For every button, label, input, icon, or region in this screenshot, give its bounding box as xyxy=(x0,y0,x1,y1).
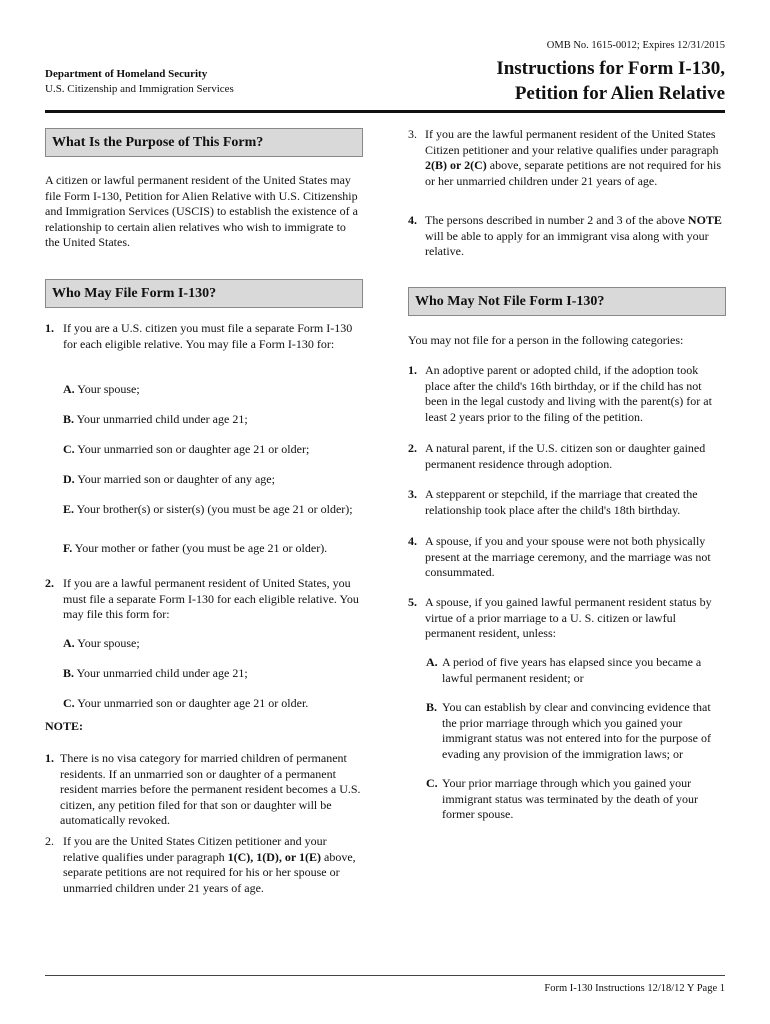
item-number: 2. xyxy=(45,576,54,590)
sub-text: Your unmarried son or daughter age 21 or older. xyxy=(77,696,309,710)
title-line-1: Instructions for Form I-130, xyxy=(496,58,725,79)
sub-letter: A. xyxy=(63,382,75,396)
note-item-2 xyxy=(45,834,363,896)
may-file-heading: Who May File Form I-130? xyxy=(45,279,363,308)
text-part: The persons described in number 2 and 3 of the above xyxy=(425,213,688,227)
item-text: There is no visa category for married children of permanent residents. If an unmarried son or daughter of a permanent resident marries before the permanent resident becomes a U.S. citizen, any petition filed for that son or daughter will be automatically revoked. xyxy=(60,751,361,827)
sub-letter: F. xyxy=(63,541,73,555)
item-text: A spouse, if you and your spouse were not both physically present at the marriage ceremony, and the marriage was not consummated. xyxy=(425,534,711,579)
item-number: 1. xyxy=(45,321,54,335)
note-label: NOTE: xyxy=(45,719,84,733)
exception-b xyxy=(426,700,726,762)
may-file-item-1 xyxy=(45,321,363,352)
item-number: 1. xyxy=(45,751,54,765)
page-footer: Form I-130 Instructions 12/18/12 Y Page 1 xyxy=(544,983,725,994)
sub-letter: D. xyxy=(63,472,75,486)
item-number: 3. xyxy=(408,487,417,501)
text-bold: 2(B) or 2(C) xyxy=(425,158,487,172)
sub-text: Your brother(s) or sister(s) (you must be age 21 or older); xyxy=(76,502,353,516)
excluded-item-5 xyxy=(408,595,726,642)
purpose-heading: What Is the Purpose of This Form? xyxy=(45,128,363,157)
sub-item-c xyxy=(63,442,363,458)
sub-text: Your unmarried son or daughter age 21 or older; xyxy=(77,442,310,456)
item-text xyxy=(408,127,726,189)
agency-block xyxy=(45,67,234,97)
sub-item-f xyxy=(63,541,363,557)
text-bold: NOTE xyxy=(687,213,722,227)
page-title xyxy=(496,56,725,106)
note-item-4 xyxy=(408,213,726,260)
item-number: 5. xyxy=(408,595,417,609)
sub-text: Your spouse; xyxy=(77,382,140,396)
sub-letter: B. xyxy=(426,700,438,714)
purpose-text: A citizen or lawful permanent resident of the United States may file Form I-130, Petition for Alien Relative with U.S. Citizenship and Immigration Services (USCIS) to establish the existence of a relationship to certain alien relatives who wish to immigrate to the United States. xyxy=(45,173,358,249)
sub-item-e xyxy=(63,502,360,518)
agency-name: U.S. Citizenship and Immigration Services xyxy=(45,83,234,95)
sub-letter: A. xyxy=(426,655,438,669)
item-text xyxy=(408,213,726,260)
department-name: Department of Homeland Security xyxy=(45,68,208,80)
omb-number: OMB No. 1615-0012; Expires 12/31/2015 xyxy=(546,40,725,51)
sub-letter: C. xyxy=(63,696,75,710)
header-rule xyxy=(45,110,725,113)
lpr-sub-item-b xyxy=(63,666,363,682)
may-not-file-heading: Who May Not File Form I-130? xyxy=(408,287,726,316)
may-not-file-intro: You may not file for a person in the following categories: xyxy=(408,333,684,347)
sub-letter: B. xyxy=(63,412,75,426)
exception-c xyxy=(426,776,726,823)
item-text: If you are a lawful permanent resident of United States, you must file a separate Form I-130 for each eligible relative. You may file this form for: xyxy=(63,576,359,621)
excluded-item-4 xyxy=(408,534,726,581)
item-text: A spouse, if you gained lawful permanent resident status by virtue of a prior marriage to a U. S. citizen or lawful permanent resident, unless: xyxy=(425,595,712,640)
exception-a xyxy=(426,655,726,686)
sub-letter: B. xyxy=(63,666,75,680)
excluded-item-3 xyxy=(408,487,726,518)
title-line-2: Petition for Alien Relative xyxy=(514,83,725,104)
item-number: 4. xyxy=(408,213,417,227)
item-number: 4. xyxy=(408,534,417,548)
excluded-item-2 xyxy=(408,441,726,472)
text-part: If you are the lawful permanent resident of the United States Citizen petitioner and your relative qualifies under paragraph xyxy=(425,127,719,157)
item-text: If you are a U.S. citizen you must file a separate Form I-130 for each eligible relative. You may file a Form I-130 for: xyxy=(63,321,353,351)
excluded-item-1 xyxy=(408,363,726,425)
sub-letter: C. xyxy=(63,442,75,456)
text-part: If you are the United States Citizen petitioner and your relative qualifies under paragraph xyxy=(63,834,327,864)
footer-rule xyxy=(45,975,725,976)
lpr-sub-item-c xyxy=(63,696,363,712)
sub-item-a xyxy=(63,382,363,398)
sub-text: You can establish by clear and convincing evidence that the prior marriage through which you gained your immigrant status was not entered into for the purpose of evading any provision of the immigration laws; or xyxy=(442,700,711,761)
text-part: above, separate petitions are not required for his or her spouse or unmarried children under 21 years of age. xyxy=(63,849,356,895)
note-item-1 xyxy=(45,751,363,829)
sub-letter: E. xyxy=(63,502,75,516)
item-text: A stepparent or stepchild, if the marriage that created the relationship took place after the child's 18th birthday. xyxy=(425,487,698,517)
item-number: 2. xyxy=(408,441,417,455)
item-text: A natural parent, if the U.S. citizen son or daughter gained permanent residence through adoption. xyxy=(425,441,706,471)
text-bold: 1(C), 1(D), or 1(E) xyxy=(227,849,322,864)
lpr-sub-item-a xyxy=(63,636,363,652)
sub-text: Your mother or father (you must be age 21 or older). xyxy=(74,541,328,555)
text-part: will be able to apply for an immigrant visa along with your relative. xyxy=(425,228,709,258)
sub-text: Your unmarried child under age 21; xyxy=(76,666,248,680)
text-part: above, separate petitions are not required for his or her unmarried children under 21 years of age. xyxy=(425,158,722,188)
item-text: An adoptive parent or adopted child, if the adoption took place after the child's 16th birthday, or if the child has not been in the legal custody and living with the parent(s) for at least 2 years prior to the filing of the petition. xyxy=(425,363,712,424)
item-text xyxy=(45,834,363,896)
sub-text: Your unmarried child under age 21; xyxy=(76,412,248,426)
note-item-3 xyxy=(408,127,726,189)
sub-item-b xyxy=(63,412,363,428)
sub-letter: C. xyxy=(426,776,438,790)
sub-text: Your spouse; xyxy=(77,636,140,650)
sub-text: Your prior marriage through which you gained your immigrant status was terminated by the death of your former spouse. xyxy=(442,776,698,821)
sub-text: A period of five years has elapsed since you became a lawful permanent resident; or xyxy=(442,655,702,685)
sub-item-d xyxy=(63,472,363,488)
item-number: 1. xyxy=(408,363,417,377)
item-number: 2. xyxy=(45,834,54,848)
sub-text: Your married son or daughter of any age; xyxy=(77,472,275,486)
may-file-item-2 xyxy=(45,576,363,623)
sub-letter: A. xyxy=(63,636,75,650)
item-number: 3. xyxy=(408,127,417,141)
